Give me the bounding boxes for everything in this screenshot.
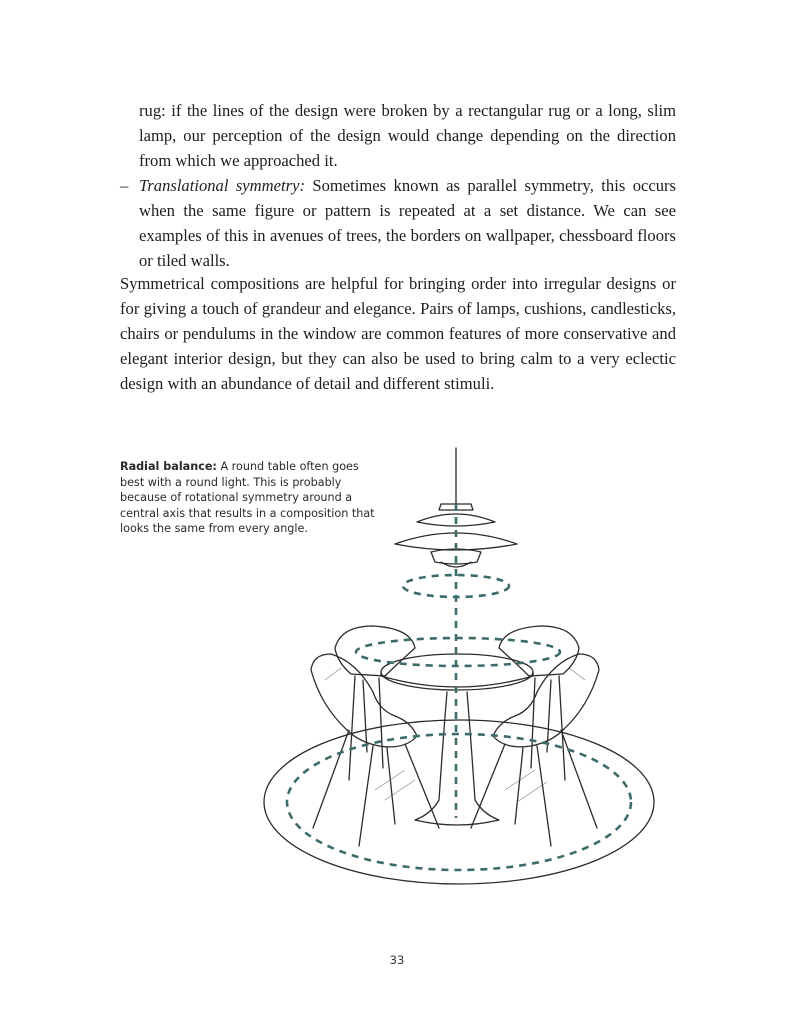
caption-text: A round table often goes best with a round light. This is probably because of rotational symmetry around a central axis that results in a composition that looks the same from every angle. bbox=[120, 460, 375, 535]
chair-back-left bbox=[335, 626, 415, 780]
radial-balance-illustration bbox=[255, 440, 675, 900]
list-item-term: Translational symmetry: bbox=[139, 176, 305, 195]
list-item-translational-symmetry bbox=[120, 173, 676, 273]
rug-guide-ellipse bbox=[287, 734, 631, 870]
list-dash: – bbox=[120, 176, 129, 195]
symmetry-list bbox=[120, 98, 676, 273]
page-number: 33 bbox=[389, 953, 405, 967]
list-item-continuation bbox=[120, 98, 676, 173]
caption-title: Radial balance: bbox=[120, 460, 217, 473]
list-item-text: Sometimes known as parallel symmetry, this occurs when the same figure or pattern is repeated at a set distance. We can see examples of this in avenues of trees, the borders on wallpaper, chessboard floors or tiled walls. bbox=[139, 176, 676, 270]
chair-front-left bbox=[311, 654, 439, 846]
body-paragraph: Symmetrical compositions are helpful for bringing order into irregular designs or for giving a touch of grandeur and elegance. Pairs of lamps, cushions, candlesticks, chairs or pendulums in the window are common features of more conservative and elegant interior design, but they can also be used to bring calm to a very eclectic design with an abundance of detail and different stimuli. bbox=[120, 274, 676, 393]
list-item-text: rug: if the lines of the design were broken by a rectangular rug or a long, slim lamp, our perception of the design would change depending on the direction from which we approached it. bbox=[139, 101, 676, 170]
table-guide-ellipse bbox=[356, 638, 560, 666]
